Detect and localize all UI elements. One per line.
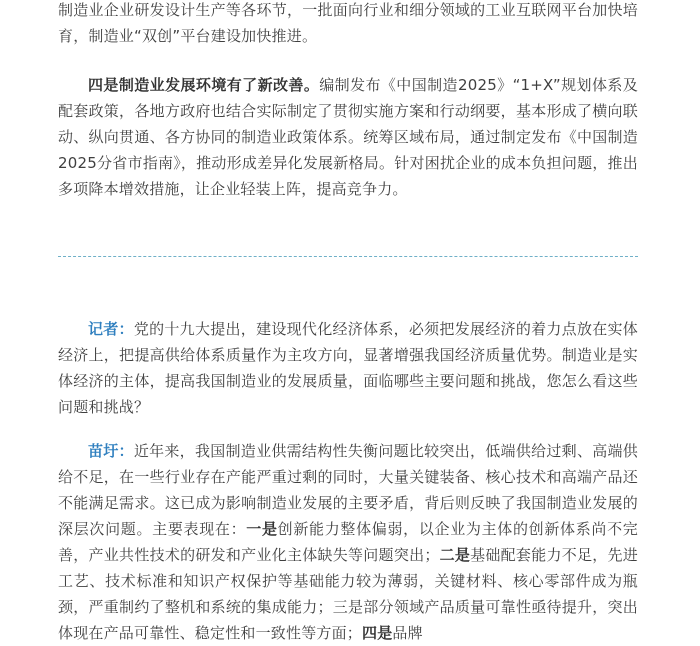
intro-text: 制造业企业研发设计生产等各环节，一批面向行业和细分领域的工业互联网平台加快培育，制造业“双创”平台建设加快推进。 (58, 1, 638, 45)
question-paragraph (58, 316, 638, 420)
section-divider (58, 256, 638, 257)
answer-text-3: 基础配套能力不足，先进工艺、技术标准和知识产权保护等基础能力较为薄弱，关键材料、核心零部件成为瓶颈，严重制约了整机和系统的集成能力； (58, 546, 638, 616)
answer-point-three: 三是 (332, 598, 364, 616)
answer-point-four: 四是 (362, 624, 393, 642)
answer-point-two: 二是 (439, 546, 471, 564)
intro-paragraph (58, 0, 638, 49)
point-four-heading: 四是制造业发展环境有了新改善。 (88, 76, 320, 94)
point-four-body: 编制发布《中国制造2025》“1+X”规划体系及配套政策，各地方政府也结合实际制定了贯彻实施方案和行动纲要，基本形成了横向联动、纵向贯通、各方协同的制造业政策体系。统筹区域布局，通过制定发布《中国制造2025分省市指南》，推动形成差异化发展新格局。针对困扰企业的成本负担问题，推出多项降本增效措施，让企业轻装上阵，提高竞争力。 (58, 76, 638, 198)
point-four-paragraph (58, 72, 638, 202)
answer-text-4: 部分领域产品质量可靠性亟待提升，突出体现在产品可靠性、稳定性和一致性等方面； (58, 598, 638, 642)
question-text: 党的十九大提出，建设现代化经济体系，必须把发展经济的着力点放在实体经济上，把提高供给体系质量作为主攻方向，显著增强我国经济质量优势。制造业是实体经济的主体，提高我国制造业的发展质量，面临哪些主要问题和挑战，您怎么看这些问题和挑战？ (58, 320, 638, 416)
answer-speaker: 苗圩： (88, 442, 134, 460)
answer-text-1: 近年来，我国制造业供需结构性失衡问题比较突出，低端供给过剩、高端供给不足，在一些行业存在产能严重过剩的同时，大量关键装备、核心技术和高端产品还不能满足需求。这已成为影响制造业发展的主要矛盾，背后则反映了我国制造业发展的深层次问题。主要表现在： (58, 442, 638, 538)
answer-text-2: 创新能力整体偏弱，以企业为主体的创新体系尚不完善，产业共性技术的研发和产业化主体缺失等问题突出； (58, 520, 639, 564)
question-speaker: 记者： (88, 320, 134, 338)
answer-point-one: 一是 (246, 520, 278, 538)
answer-text-5: 品牌 (392, 624, 423, 642)
answer-paragraph (58, 438, 638, 646)
